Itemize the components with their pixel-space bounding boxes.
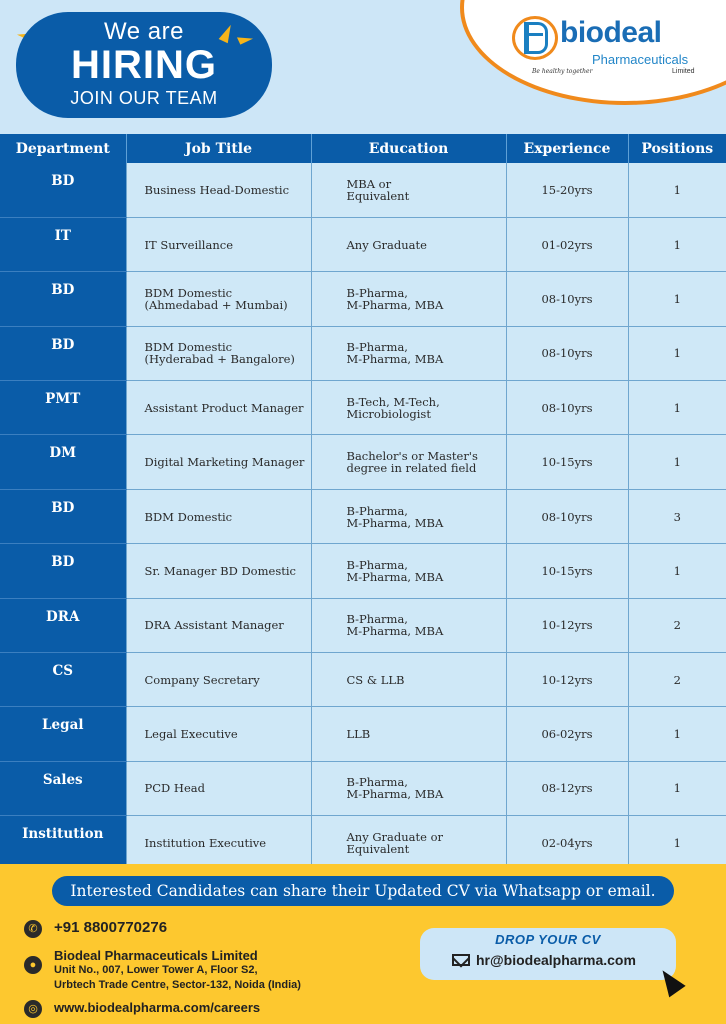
department-cell: BD — [0, 544, 126, 598]
logo-name: biodeal — [560, 16, 662, 49]
positions-cell: 1 — [628, 544, 726, 598]
positions-cell: 1 — [628, 272, 726, 326]
table-row — [0, 816, 726, 870]
job-title-cell: BDM Domestic — [126, 489, 311, 543]
experience-cell: 08-10yrs — [506, 272, 628, 326]
department-cell: DRA — [0, 598, 126, 652]
experience-cell: 10-12yrs — [506, 653, 628, 707]
drop-cv-box[interactable] — [420, 928, 676, 980]
experience-cell: 10-15yrs — [506, 435, 628, 489]
job-title-cell: IT Surveillance — [126, 217, 311, 271]
table-row — [0, 163, 726, 217]
job-title-cell: Company Secretary — [126, 653, 311, 707]
experience-cell: 02-04yrs — [506, 816, 628, 870]
column-header: Experience — [506, 134, 628, 163]
address-line: Urbtech Trade Centre, Sector-132, Noida (India) — [54, 979, 301, 991]
job-title-cell: Institution Executive — [126, 816, 311, 870]
experience-cell: 01-02yrs — [506, 217, 628, 271]
job-title-cell: PCD Head — [126, 761, 311, 815]
email-link[interactable]: hr@biodealpharma.com — [476, 952, 636, 968]
department-cell: IT — [0, 217, 126, 271]
logo-mark-icon — [512, 16, 558, 60]
whatsapp-icon: ✆ — [24, 920, 42, 938]
company-name: Biodeal Pharmaceuticals Limited — [54, 948, 258, 963]
positions-cell: 1 — [628, 381, 726, 435]
positions-cell: 2 — [628, 598, 726, 652]
department-cell: CS — [0, 653, 126, 707]
positions-cell: 1 — [628, 707, 726, 761]
education-cell: B-Pharma, M-Pharma, MBA — [311, 598, 506, 652]
column-header: Education — [311, 134, 506, 163]
experience-cell: 06-02yrs — [506, 707, 628, 761]
table-row — [0, 598, 726, 652]
table-row — [0, 381, 726, 435]
table-row — [0, 544, 726, 598]
experience-cell: 15-20yrs — [506, 163, 628, 217]
department-cell: PMT — [0, 381, 126, 435]
experience-cell: 08-10yrs — [506, 489, 628, 543]
job-title-cell: Assistant Product Manager — [126, 381, 311, 435]
education-cell: B-Pharma, M-Pharma, MBA — [311, 761, 506, 815]
department-cell: BD — [0, 489, 126, 543]
hiring-text: HIRING — [71, 43, 217, 87]
positions-cell: 1 — [628, 761, 726, 815]
education-cell: Any Graduate — [311, 217, 506, 271]
location-pin-icon: ● — [24, 956, 42, 974]
table-row — [0, 272, 726, 326]
table-row — [0, 326, 726, 380]
job-title-cell: BDM Domestic (Hyderabad + Bangalore) — [126, 326, 311, 380]
header — [0, 0, 726, 134]
logo-tagline: Be healthy together — [532, 68, 593, 75]
department-cell: BD — [0, 163, 126, 217]
table-row — [0, 217, 726, 271]
department-cell: DM — [0, 435, 126, 489]
table-row — [0, 761, 726, 815]
experience-cell: 08-10yrs — [506, 381, 628, 435]
positions-cell: 1 — [628, 816, 726, 870]
education-cell: B-Pharma, M-Pharma, MBA — [311, 272, 506, 326]
education-cell: Bachelor's or Master's degree in related field — [311, 435, 506, 489]
table-header-row — [0, 134, 726, 163]
column-header: Positions — [628, 134, 726, 163]
department-cell: Sales — [0, 761, 126, 815]
job-title-cell: Business Head-Domestic — [126, 163, 311, 217]
job-title-cell: Digital Marketing Manager — [126, 435, 311, 489]
education-cell: B-Pharma, M-Pharma, MBA — [311, 489, 506, 543]
experience-cell: 10-15yrs — [506, 544, 628, 598]
company-logo — [512, 14, 702, 84]
education-cell: LLB — [311, 707, 506, 761]
we-are-text: We are — [104, 18, 184, 45]
job-title-cell: DRA Assistant Manager — [126, 598, 311, 652]
phone-number[interactable]: +91 8800770276 — [54, 919, 168, 936]
address-line: Unit No., 007, Lower Tower A, Floor S2, — [54, 964, 258, 976]
drop-cv-title: DROP YOUR CV — [495, 932, 601, 947]
mail-icon — [452, 954, 470, 966]
column-header: Department — [0, 134, 126, 163]
education-cell: MBA or Equivalent — [311, 163, 506, 217]
job-title-cell: Legal Executive — [126, 707, 311, 761]
department-cell: Legal — [0, 707, 126, 761]
education-cell: B-Tech, M-Tech, Microbiologist — [311, 381, 506, 435]
join-our-team-text: JOIN OUR TEAM — [70, 88, 218, 108]
department-cell: Institution — [0, 816, 126, 870]
positions-cell: 1 — [628, 435, 726, 489]
positions-cell: 2 — [628, 653, 726, 707]
positions-cell: 3 — [628, 489, 726, 543]
job-title-cell: Sr. Manager BD Domestic — [126, 544, 311, 598]
website-link[interactable]: www.biodealpharma.com/careers — [54, 1000, 261, 1015]
logo-limited: Limited — [672, 68, 695, 75]
education-cell: Any Graduate or Equivalent — [311, 816, 506, 870]
positions-cell: 1 — [628, 217, 726, 271]
job-title-cell: BDM Domestic (Ahmedabad + Mumbai) — [126, 272, 311, 326]
department-cell: BD — [0, 272, 126, 326]
education-cell: B-Pharma, M-Pharma, MBA — [311, 326, 506, 380]
education-cell: CS & LLB — [311, 653, 506, 707]
cv-banner: Interested Candidates can share their Updated CV via Whatsapp or email. — [52, 876, 674, 906]
table-row — [0, 653, 726, 707]
table-row — [0, 435, 726, 489]
experience-cell: 10-12yrs — [506, 598, 628, 652]
table-row — [0, 489, 726, 543]
department-cell: BD — [0, 326, 126, 380]
experience-cell: 08-12yrs — [506, 761, 628, 815]
positions-cell: 1 — [628, 163, 726, 217]
positions-cell: 1 — [628, 326, 726, 380]
table-row — [0, 707, 726, 761]
jobs-table — [0, 134, 726, 871]
footer — [0, 864, 726, 1024]
logo-subtitle: Pharmaceuticals — [592, 52, 689, 67]
column-header: Job Title — [126, 134, 311, 163]
globe-icon: ◎ — [24, 1000, 42, 1018]
experience-cell: 08-10yrs — [506, 326, 628, 380]
education-cell: B-Pharma, M-Pharma, MBA — [311, 544, 506, 598]
